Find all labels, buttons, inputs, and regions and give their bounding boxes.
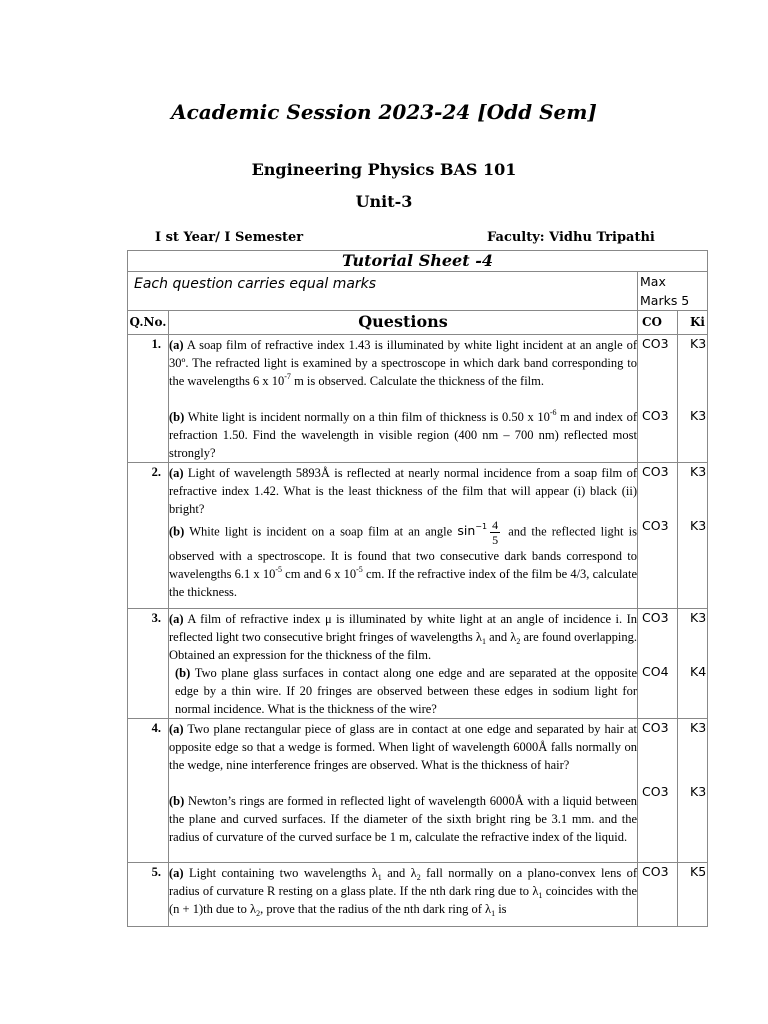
header-questions: Questions — [169, 311, 638, 335]
ki-3a: K3 — [690, 610, 707, 625]
header-co: CO — [638, 311, 678, 335]
year-semester: I st Year/ I Semester — [155, 230, 304, 245]
ki-1b: K3 — [690, 408, 707, 423]
co-3b: CO4 — [642, 664, 669, 679]
ki-3b: K4 — [690, 664, 707, 679]
max-marks-line2: Marks 5 — [640, 293, 690, 308]
ki-2a: K3 — [690, 464, 707, 479]
co-1b: CO3 — [642, 408, 669, 423]
question-2a: (a) Light of wavelength 5893Å is reflected at nearly normal incidence from a soap film of refractive index 1.42. What is the least thickness of the film that will appear (i) black (ii) bright? — [169, 466, 637, 516]
question-row-5 — [128, 863, 708, 927]
co-4a: CO3 — [642, 720, 669, 735]
course-title: Engineering Physics BAS 101 — [251, 160, 517, 179]
tutorial-table — [127, 250, 708, 927]
question-number: 1. — [128, 335, 169, 463]
max-marks — [638, 272, 708, 311]
tutorial-sheet-title: Tutorial Sheet -4 — [128, 251, 708, 272]
question-1b: (b) White light is incident normally on a thin film of thickness is 0.50 x $10^{-6}$ m and index of refraction 1.50. Find the wavelength in visible region (400 nm – 700 nm) reflected most strongly? — [169, 408, 637, 460]
co-5a: CO3 — [642, 864, 669, 879]
equal-marks-note: Each question carries equal marks — [128, 272, 638, 311]
question-row-1 — [128, 335, 708, 463]
academic-session-title: Academic Session 2023-24 [Odd Sem] — [171, 100, 597, 124]
co-4b: CO3 — [642, 784, 669, 799]
fraction: $\frac{4}{5}$ — [492, 518, 499, 547]
ki-2b: K3 — [690, 518, 707, 533]
question-number: 5. — [128, 863, 169, 927]
header-qno: Q.No. — [128, 311, 169, 335]
question-4b: (b) Newton’s rings are formed in reflected light of wavelength 6000Å with a liquid between the plane and curved surfaces. If the diameter of the sixth bright ring be 3.1 mm. and the radius of curvature of the curved surface be 1 m, calculate the refractive index of the liquid. — [169, 794, 638, 844]
question-number: 2. — [128, 463, 169, 609]
question-3a: (a) A film of refractive index μ is illuminated by white light at an angle of incidence i. In reflected light two consecutive bright fringes of wavelengths $\lambda_1$ and $\lambda_2$ are found overlapping. Obtained an expression for the thickness of the film. — [169, 612, 638, 662]
ki-4b: K3 — [690, 784, 707, 799]
question-5a: (a) Light containing two wavelengths $\lambda_1$ and $\lambda_2$ fall normally on a plano-convex lens of radius of curvature R resting on a glass plate. If the nth dark ring due to $\lambda_1$ coincides with the (n + 1)th due to $\lambda_2$, prove that the radius of the nth dark ring of $\lambda_1$ is — [169, 866, 638, 918]
question-number: 4. — [128, 719, 169, 863]
ki-5a: K5 — [690, 864, 707, 879]
co-3a: CO3 — [642, 610, 669, 625]
question-3b: (b) Two plane glass surfaces in contact along one edge and are separated at the opposite edge by a thin wire. If 20 fringes are observed between these edges in sodium light for normal incidence. What is the thickness of the wire? — [175, 666, 638, 716]
ki-4a: K3 — [690, 720, 707, 735]
question-number: 3. — [128, 609, 169, 719]
header-ki: Ki — [678, 311, 708, 335]
question-4a: (a) Two plane rectangular piece of glass are in contact at one edge and separated by hair at opposite edge so that a wedge is formed. When light of wavelength 6000Å falls normally on the wedge, nine interference fringes are observed. What is the thickness of hair? — [169, 722, 637, 772]
co-2b: CO3 — [642, 518, 669, 533]
sin-inverse: $\sin^{-1}$ — [457, 522, 488, 539]
question-1a: (a) A soap film of refractive index 1.43 is illuminated by white light incident at an angle of 30º. The refracted light is examined by a spectroscope in which dark band corresponding to the wavelengths 6 x $10^{-7}$ m is observed. Calculate the thickness of the film. — [169, 338, 638, 388]
max-marks-line1: Max — [640, 274, 666, 289]
faculty-name: Faculty: Vidhu Tripathi — [487, 230, 655, 245]
co-1a: CO3 — [642, 336, 669, 351]
table-header-row — [128, 311, 708, 335]
question-row-2 — [128, 463, 708, 609]
question-row-3 — [128, 609, 708, 719]
co-2a: CO3 — [642, 464, 669, 479]
unit-title: Unit-3 — [355, 192, 413, 211]
ki-1a: K3 — [690, 336, 707, 351]
question-2b: (b) White light is incident on a soap film at an angle $\sin^{-1}$ $\frac{4}{5}$ and the reflected light is observed with a spectroscope. It is found that two consecutive dark bands correspond to wavelengths 6.1 x $10^{-5}$ cm and 6 x $10^{-5}$ cm. If the refractive index of the film be 4/3, calculate the thickness. — [169, 518, 637, 599]
question-row-4 — [128, 719, 708, 863]
